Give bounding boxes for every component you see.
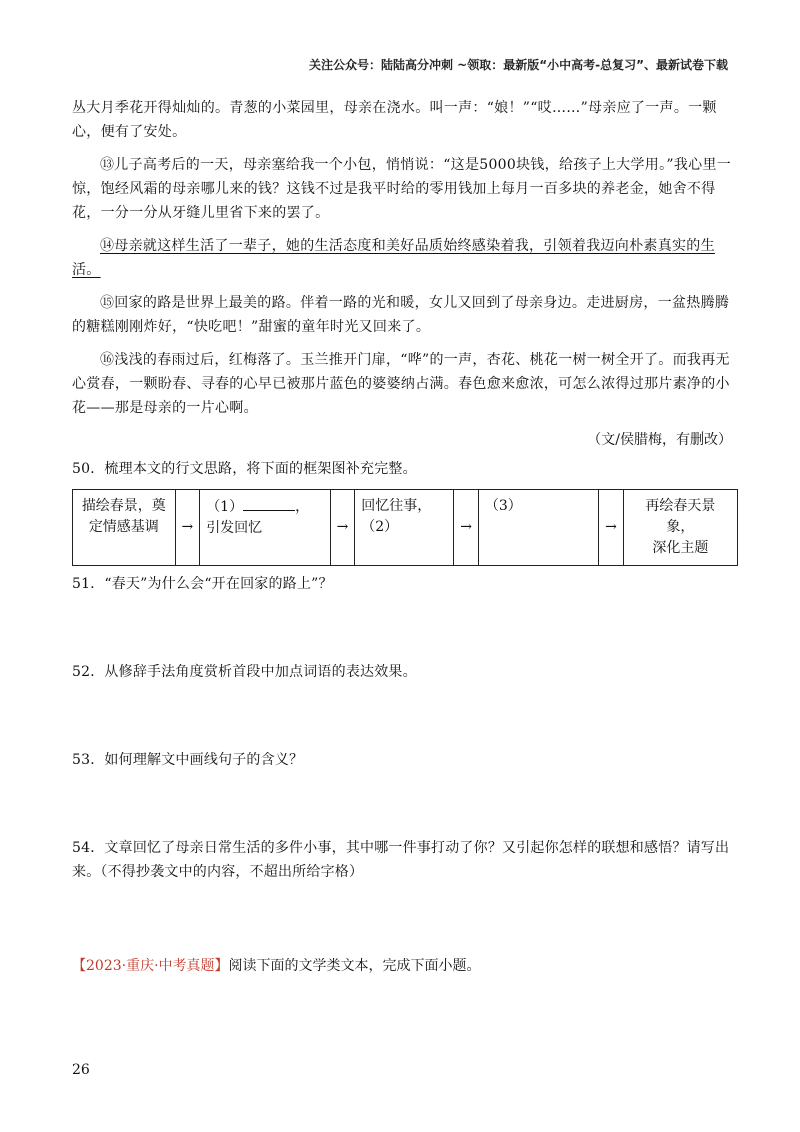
question-52: 52．从修辞手法角度赏析首段中加点词语的表达效果。 [72,664,417,680]
source-attribution: （文/侯腊梅，有删改） [587,432,732,448]
question-50: 50．梳理本文的行文思路，将下面的框架图补充完整。 [72,461,417,477]
framework-box-5 [623,490,737,566]
box5-line2: 象， [666,519,695,535]
answer-space-52[interactable] [72,684,732,748]
framework-box-1 [73,490,176,566]
box1-line1: 描绘春景，奠 [81,498,166,514]
box3-line1: 回忆往事， [361,498,432,514]
arrow-icon: → [330,490,355,566]
framework-diagram [72,489,738,566]
next-section-intro [72,954,732,978]
question-54: 54．文章回忆了母亲日常生活的多件小事，其中哪一件事打动了你？又引起你怎样的联想和感悟？请写出来。（不得抄袭文中的内容，不超出所给字格） [72,840,730,880]
box2-comma: ， [295,499,310,515]
framework-box-2 [200,490,331,566]
framework-box-3 [355,490,454,566]
paragraph-15: ⑮回家的路是世界上最美的路。伴着一路的光和暖，女儿又回到了母亲身边。走进厨房，一盆热腾腾的糖糕刚刚炸好，“快吃吧！”甜蜜的童年时光又回来了。 [72,295,730,335]
answer-space-51[interactable] [72,596,732,660]
box5-line3: 深化主题 [652,540,709,556]
next-section-text: 阅读下面的文学类文本，完成下面小题。 [228,958,481,974]
box2-line2: 引发回忆 [206,520,263,536]
box1-line2: 定情感基调 [88,519,159,535]
question-53: 53．如何理解文中画线句子的含义？ [72,752,304,768]
main-content [72,96,732,978]
page-header: 关注公众号：陆陆高分冲刺 ~领取：最新版“小中高考-总复习”、最新试卷下载 [309,58,728,72]
blank-1-label: （1） [206,499,244,515]
answer-blank-2-label[interactable]: （2） [361,519,399,535]
answer-blank-1[interactable] [243,496,295,511]
underlined-sentence: ⑭母亲就这样生活了一辈子，她的生活态度和美好品质始终感染着我，引领着我迈向朴素真实的生活。 [72,238,715,278]
paragraph-16: ⑯浅浅的春雨过后，红梅落了。玉兰推开门扉，“哗”的一声，杏花、桃花一树一树全开了。而我再无心赏春，一颗盼春、寻春的心早已被那片蓝色的婆婆纳占满。春色愈来愈浓，可怎么浓得过那片素净的小花——那是母亲的一片心啊。 [72,352,730,416]
arrow-icon: → [175,490,200,566]
answer-blank-3-label[interactable]: （3） [484,498,522,514]
paragraph-continuation: 丛大月季花开得灿灿的。青葱的小菜园里，母亲在浇水。叫一声：“娘！”“哎……”母亲应了一声。一颗心，便有了安处。 [72,100,717,140]
paragraph-13: ⑬儿子高考后的一天，母亲塞给我一个小包，悄悄说：“这是5000块钱，给孩子上大学用。”我心里一惊，饱经风霜的母亲哪儿来的钱？这钱不过是我平时给的零用钱加上每月一百多块的养老金，她舍不得花，一分一分从牙缝儿里省下来的罢了。 [72,157,732,221]
framework-box-4 [478,490,598,566]
question-51: 51．“春天”为什么会“开在回家的路上”？ [72,576,333,592]
page-number: 26 [72,1062,90,1078]
arrow-icon: → [599,490,624,566]
answer-space-53[interactable] [72,772,732,836]
exam-tag: 【2023·重庆·中考真题】 [72,958,229,974]
paragraph-14 [72,234,732,282]
box5-line1: 再绘春天景 [645,498,716,514]
arrow-icon: → [454,490,479,566]
answer-space-54[interactable] [72,884,732,948]
